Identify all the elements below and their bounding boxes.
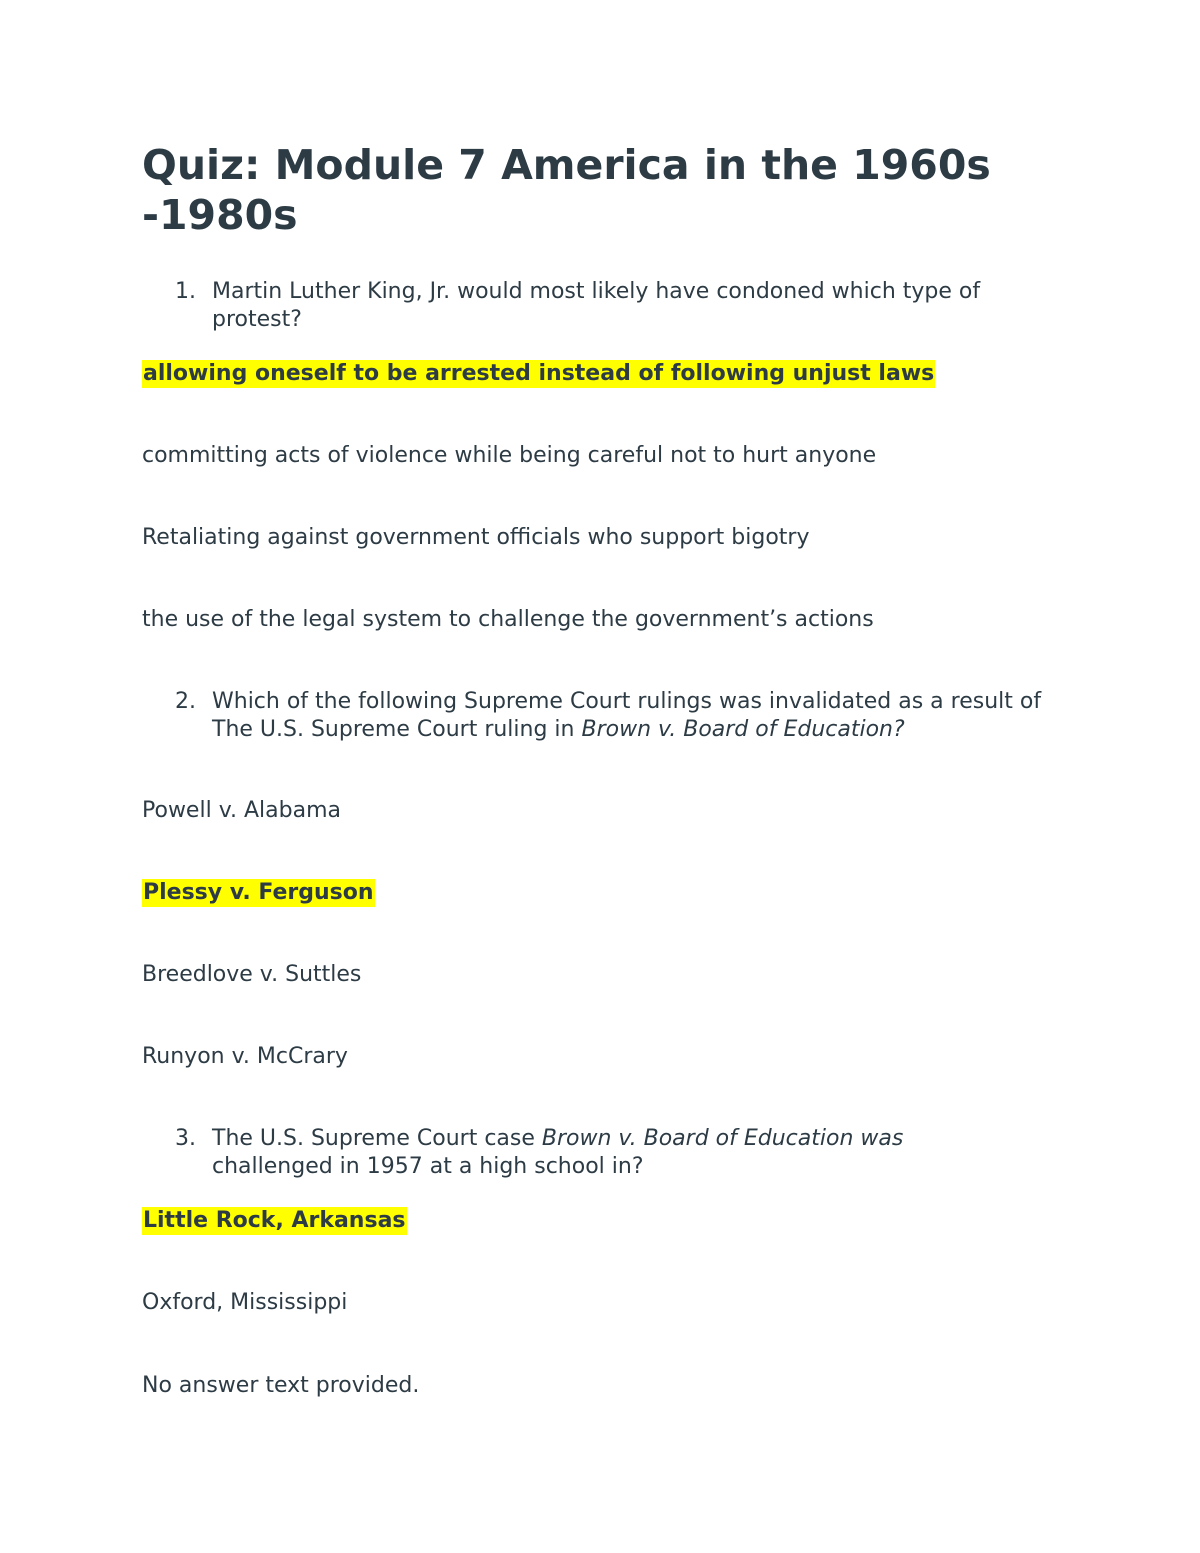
question-text-italic: Brown v. Board of Education?	[581, 717, 905, 742]
question-text	[212, 1125, 912, 1181]
answer-option-correct: Little Rock, Arkansas	[143, 1208, 406, 1233]
answer-option: Runyon v. McCrary	[142, 1044, 348, 1069]
question-text	[212, 688, 1042, 744]
question-text: Martin Luther King, Jr. would most likely have condoned which type of protest?	[212, 279, 981, 332]
quiz-title: Quiz: Module 7 America in the 1960s -1980s	[142, 141, 991, 239]
answer-option: the use of the legal system to challenge the government’s actions	[142, 607, 874, 632]
question-text-regular: challenged in 1957 at a high school in?	[212, 1154, 644, 1179]
answer-option-correct: allowing oneself to be arrested instead of following unjust laws	[143, 361, 935, 386]
question-1	[142, 278, 1042, 334]
answer-option: Breedlove v. Suttles	[142, 962, 362, 987]
answer-option: committing acts of violence while being careful not to hurt anyone	[142, 443, 877, 468]
question-text-regular: Which of the following Supreme Court rulings was invalidated as a result of The U.S. Supreme Court ruling in	[212, 689, 1042, 742]
question-number: 1.	[175, 279, 196, 304]
question-number: 3.	[175, 1126, 196, 1151]
answer-option-correct: Plessy v. Ferguson	[143, 880, 374, 905]
question-text-italic: Brown v. Board of Education was	[541, 1126, 904, 1151]
question-3	[142, 1125, 1042, 1181]
question-number: 2.	[175, 689, 196, 714]
answer-option: No answer text provided.	[142, 1373, 420, 1398]
question-text-regular: The U.S. Supreme Court case	[212, 1126, 542, 1151]
answer-option: Oxford, Mississippi	[142, 1290, 348, 1315]
answer-option: Retaliating against government officials who support bigotry	[142, 525, 810, 550]
answer-option: Powell v. Alabama	[142, 798, 341, 823]
question-2	[142, 688, 1042, 744]
